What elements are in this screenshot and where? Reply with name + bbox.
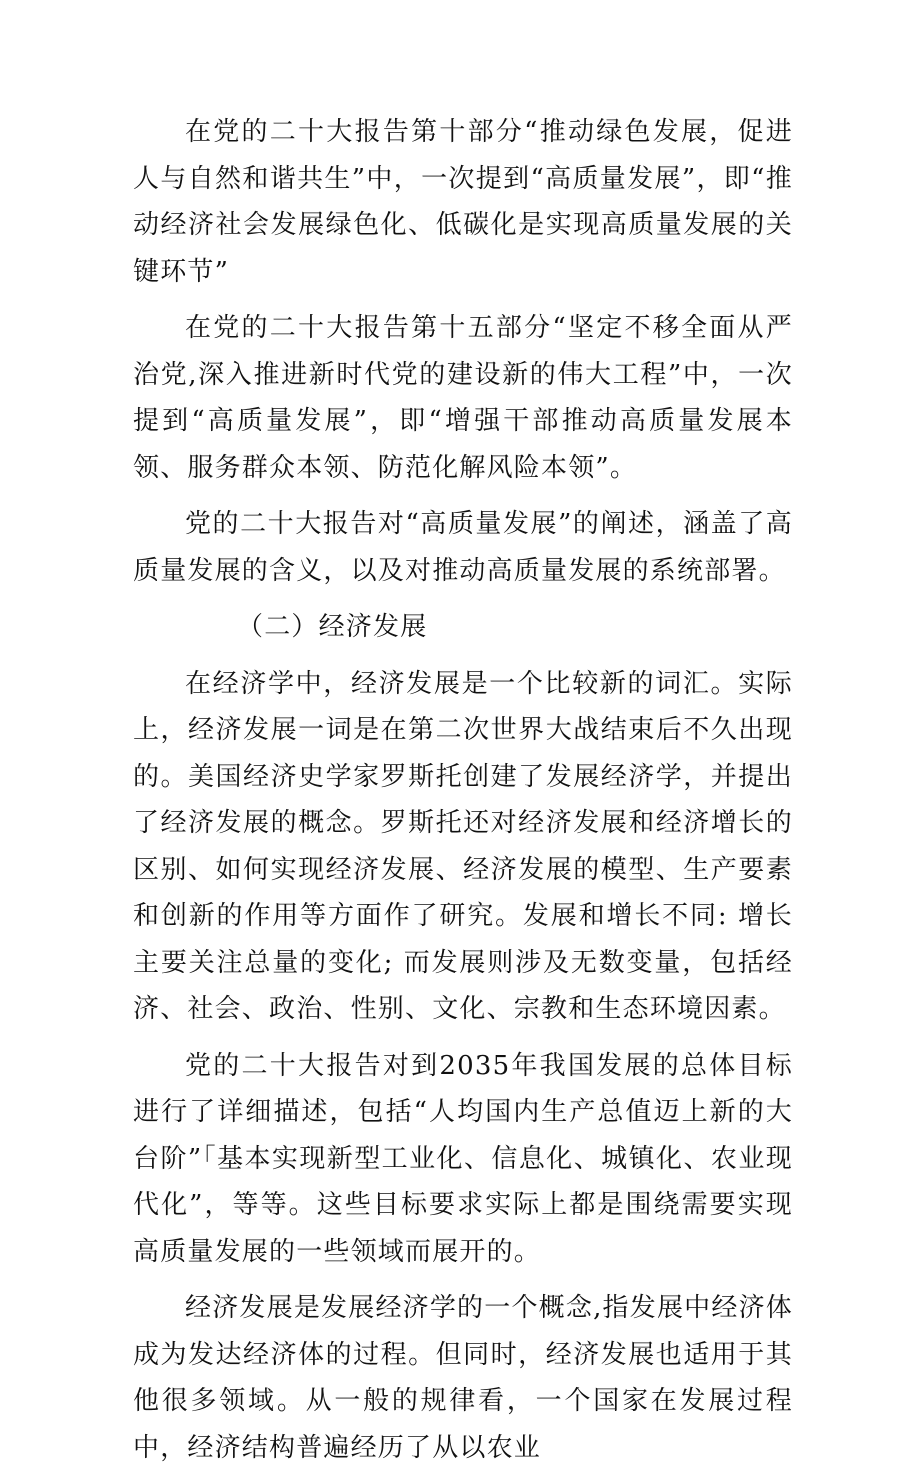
paragraph-party-building: 在党的二十大报告第十五部分“坚定不移全面从严治党,深入推进新时代党的建设新的伟大工程”中，一次提到“高质量发展”，即“增强干部推动高质量发展本领、服务群众本领、防范化解风险本领”。 <box>133 313 793 483</box>
paragraph-green-development: 在党的二十大报告第十部分“推动绿色发展，促进人与自然和谐共生”中，一次提到“高质量发展”，即“推动经济社会发展绿色化、低碳化是实现高质量发展的关键环节” <box>133 117 793 287</box>
paragraph-2035-goals: 党的二十大报告对到2035年我国发展的总体目标进行了详细描述，包括“人均国内生产总值迈上新的大台阶”「基本实现新型工业化、信息化、城镇化、农业现代化”，等等。这些目标要求实际上都是围绕需要实现高质量发展的一些领域而展开的。 <box>133 1050 793 1267</box>
paragraph-high-quality-summary: 党的二十大报告对“高质量发展”的阐述，涵盖了高质量发展的含义，以及对推动高质量发展的系统部署。 <box>133 509 793 586</box>
section-heading: （二）经济发展 <box>237 612 428 642</box>
paragraph-development-economics: 经济发展是发展经济学的一个概念,指发展中经济体成为发达经济体的过程。但同时，经济发展也适用于其他很多领域。从一般的规律看，一个国家在发展过程中，经济结构普遍经历了从以农业 <box>133 1293 793 1463</box>
document-body <box>133 109 793 1481</box>
paragraph-economics-definition: 在经济学中，经济发展是一个比较新的词汇。实际上，经济发展一词是在第二次世界大战结束后不久出现的。美国经济史学家罗斯托创建了发展经济学，并提出了经济发展的概念。罗斯托还对经济发展和经济增长的区别、如何实现经济发展、经济发展的模型、生产要素和创新的作用等方面作了研究。发展和增长不同: 增长主要关注总量的变化; 而发展则涉及无数变量，包括经济、社会、政治、性别、文化、宗教和生态环境因素。 <box>133 668 793 1024</box>
